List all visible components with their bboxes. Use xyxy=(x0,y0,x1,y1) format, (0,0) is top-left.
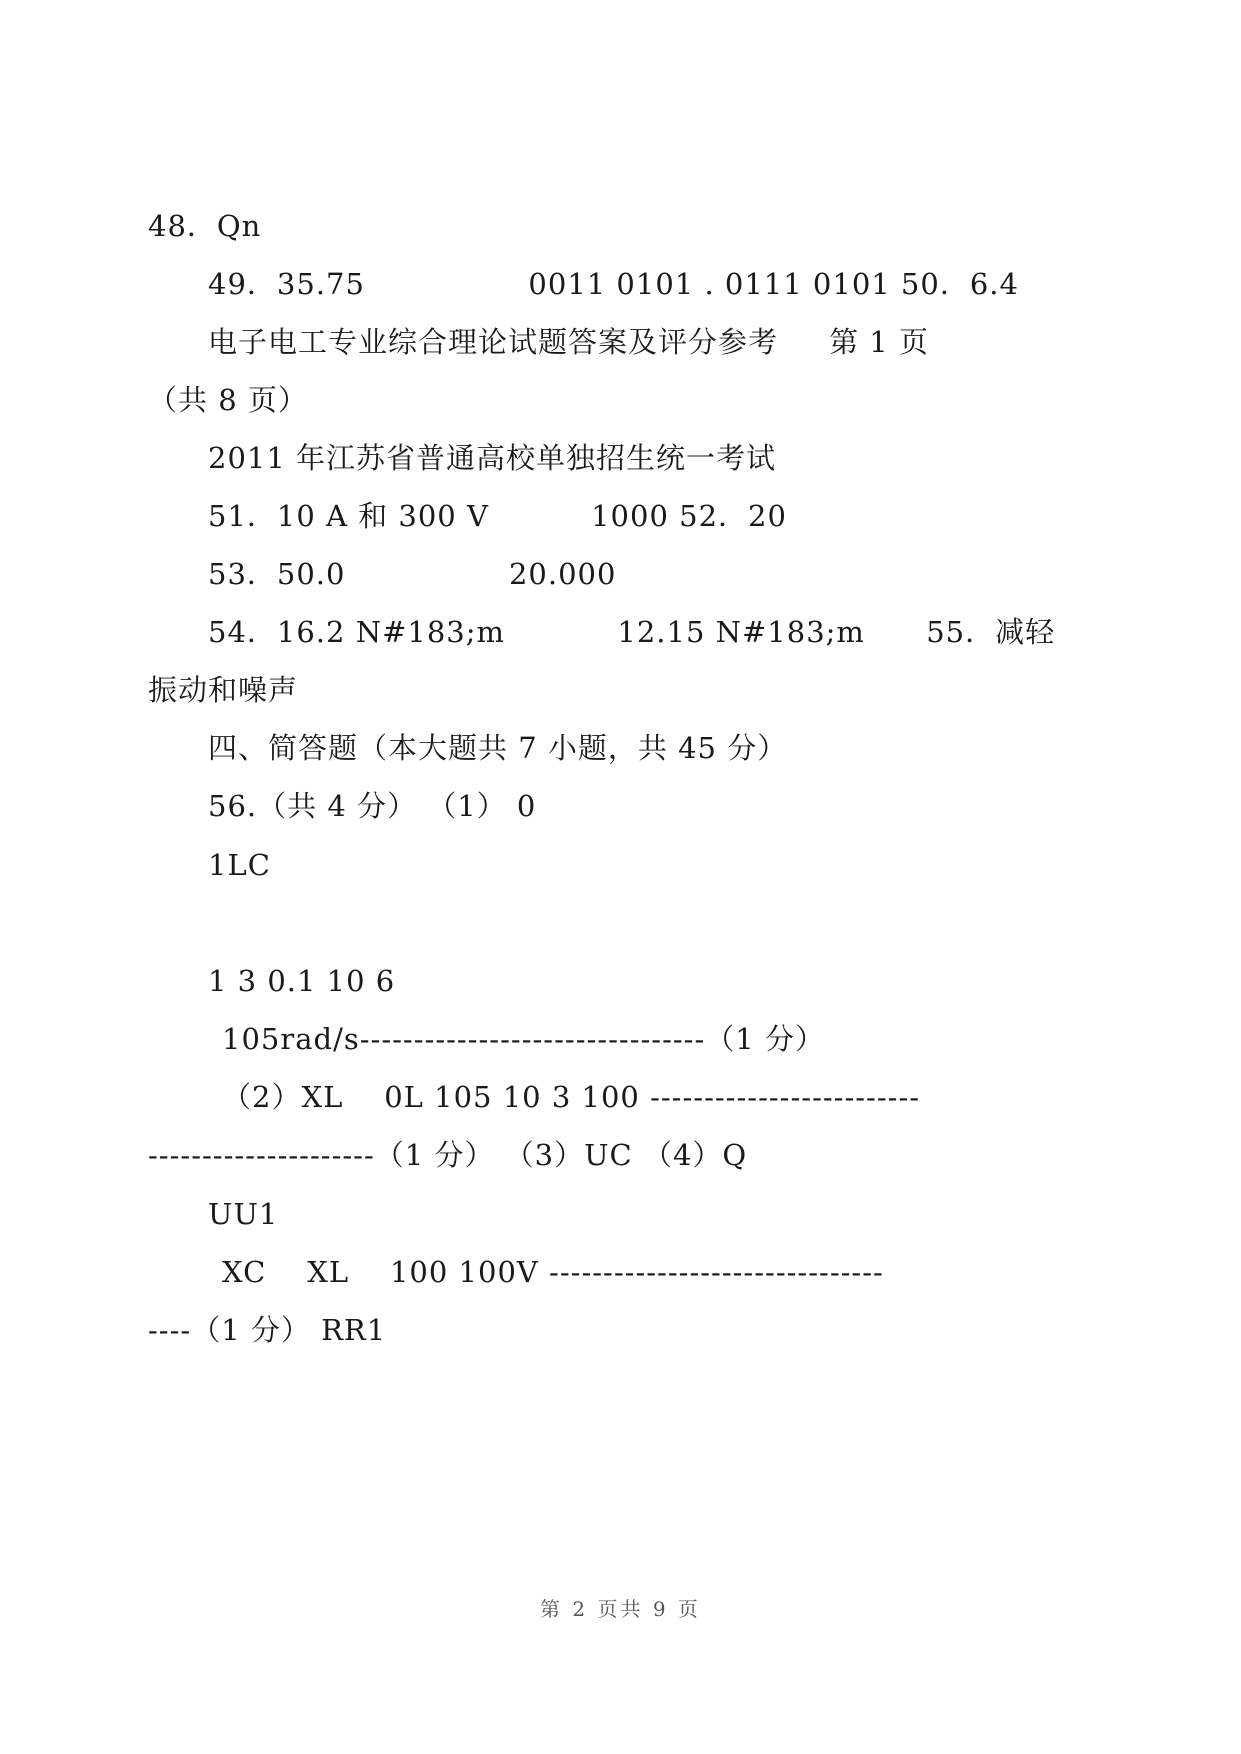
formula-rr1: ----（1 分） RR1 xyxy=(148,1313,387,1347)
answer-48: 48．Qn xyxy=(148,209,262,243)
formula-uu1: UU1 xyxy=(208,1197,279,1231)
answer-55-continued: 振动和噪声 xyxy=(148,673,299,707)
formula-xl-continued: ---------------------（1 分） （3）UC （4）Q xyxy=(148,1138,748,1172)
answer-49-50: 49．35.75 0011 0101 . 0111 0101 50．6.4 xyxy=(208,267,1019,301)
formula-denominator: 1LC xyxy=(208,848,271,882)
running-header: 电子电工专业综合理论试题答案及评分参考 第 1 页 xyxy=(208,325,929,359)
answer-53: 53．50.0 20.000 xyxy=(208,557,617,591)
section-heading: 四、简答题（本大题共 7 小题，共 45 分） xyxy=(208,731,788,765)
running-header-pages: （共 8 页） xyxy=(148,383,308,417)
answer-54-55: 54．16.2 N#183;m 12.15 N#183;m 55．减轻 xyxy=(208,615,1056,649)
page-footer: 第 2 页共 9 页 xyxy=(540,1597,701,1621)
answer-51-52: 51．10 A 和 300 V 1000 52．20 xyxy=(208,499,787,533)
formula-xc-xl: XC XL 100 100V ------------------------------- xyxy=(222,1255,884,1289)
exam-title: 2011 年江苏省普通高校单独招生统一考试 xyxy=(208,441,777,475)
formula-result-omega: 105rad/s--------------------------------（1 分） xyxy=(222,1022,825,1056)
formula-values: 1 3 0.1 10 6 xyxy=(208,964,396,998)
question-56: 56.（共 4 分） （1） 0 xyxy=(208,789,537,823)
formula-xl: （2）XL 0L 105 10 3 100 ------------------------- xyxy=(222,1080,921,1114)
